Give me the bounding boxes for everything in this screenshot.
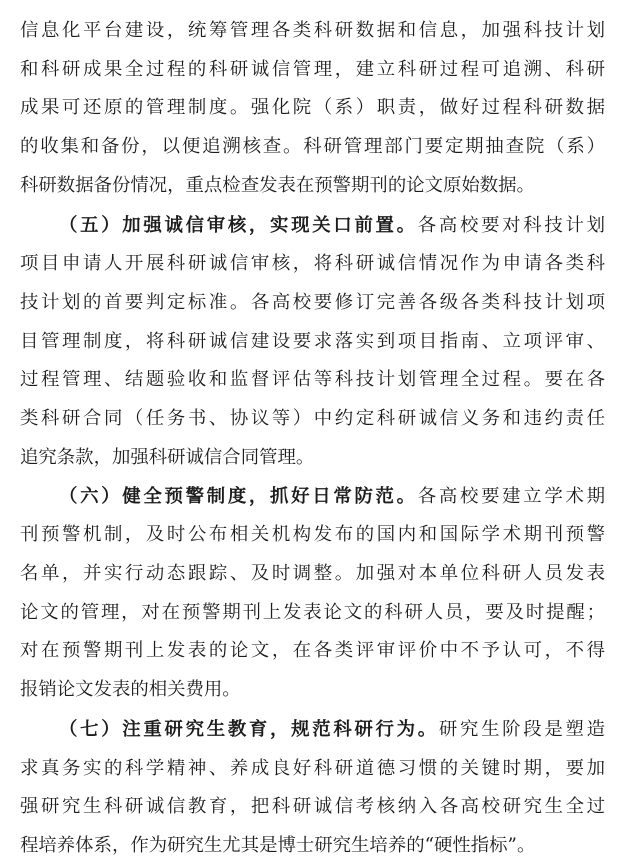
section-heading: （七）注重研究生教育，规范科研行为。 (59, 719, 439, 740)
section-first-line-text: 各高校要建立学术期 (417, 486, 605, 507)
paragraph-line: 科研数据备份情况，重点检查发表在预警期刊的论文原始数据。 (20, 175, 535, 196)
paragraph-line: 信息化平台建设，统筹管理各类科研数据和信息，加强科技计划 (20, 20, 605, 41)
paragraph-line: 追究条款，加强科研诚信合同管理。 (20, 447, 315, 468)
paragraph-line: 刊预警机制，及时公布相关机构发布的国内和国际学术期刊预警 (20, 524, 605, 545)
section-first-line (59, 477, 605, 517)
paragraph-line: 的收集和备份，以便追溯核查。科研管理部门要定期抽查院（系） (20, 136, 605, 157)
paragraph-line: 对在预警期刊上发表的论文，在各类评审评价中不予认可，不得 (20, 640, 605, 661)
paragraph-line: 求真务实的科学精神、养成良好科研道德习惯的关键时期，要加 (20, 758, 605, 779)
paragraph-line: 报销论文发表的相关费用。 (20, 679, 241, 700)
section-first-line-text: 研究生阶段是塑造 (438, 719, 605, 740)
paragraph-line: 类科研合同（任务书、协议等）中约定科研诚信义务和违约责任 (20, 408, 605, 429)
paragraph-line: 技计划的首要判定标准。各高校要修订完善各级各类科技计划项 (20, 292, 605, 313)
paragraph-line: 和科研成果全过程的科研诚信管理，建立科研过程可追溯、科研 (20, 59, 605, 80)
paragraph-line: 强研究生科研诚信教育，把科研诚信考核纳入各高校研究生全过 (20, 796, 605, 817)
paragraph-line: 成果可还原的管理制度。强化院（系）职责，做好过程科研数据 (20, 97, 605, 118)
section-first-line-text: 各高校要对科技计划 (417, 215, 605, 236)
paragraph-line: 名单，并实行动态跟踪、及时调整。加强对本单位科研人员发表 (20, 563, 605, 584)
paragraph-line: 论文的管理，对在预警期刊上发表论文的科研人员，要及时提醒； (20, 602, 605, 623)
section-heading: （六）健全预警制度，抓好日常防范。 (59, 486, 418, 507)
paragraph-line: 项目申请人开展科研诚信审核，将科研诚信情况作为申请各类科 (20, 253, 605, 274)
section-heading: （五）加强诚信审核，实现关口前置。 (59, 215, 418, 236)
paragraph-line: 程培养体系，作为研究生尤其是博士研究生培养的“硬性指标”。 (20, 835, 536, 856)
paragraph-line: 过程管理、结题验收和监督评估等科技计划管理全过程。要在各 (20, 369, 605, 390)
section-first-line (59, 710, 605, 750)
paragraph-line: 目管理制度，将科研诚信建设要求落实到项目指南、立项评审、 (20, 331, 605, 352)
section-first-line (59, 206, 605, 246)
